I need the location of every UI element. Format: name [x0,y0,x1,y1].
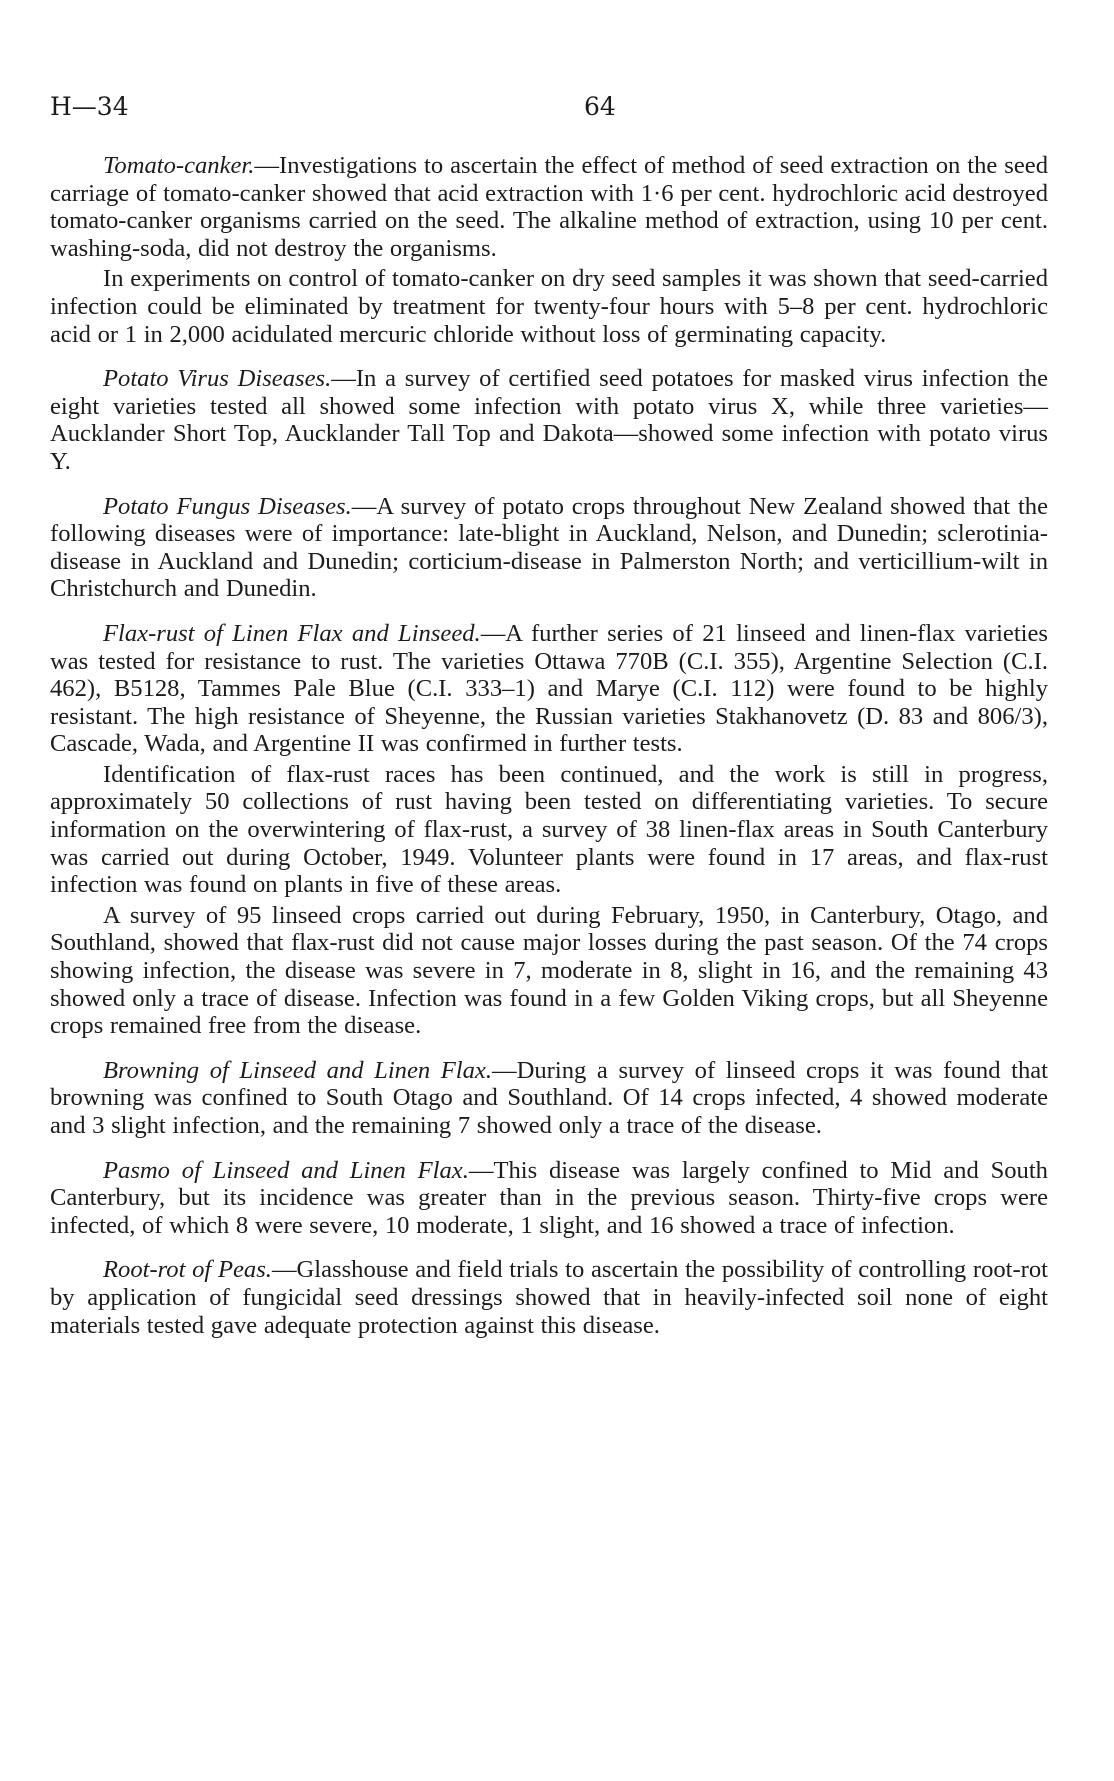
section-heading: Potato Virus Diseases. [103,365,332,393]
section-heading: Flax-rust of Linen Flax and Linseed. [103,619,481,647]
paragraph-text: In experiments on control of tomato-canker on dry seed samples it was shown that seed-carried infection could be eliminated by treatment for twenty-four hours with 5–8 per cent. hydrochloric acid or 1 in 2,000 acidulated mercuric chloride without loss of germinating capacity. [50,265,1048,348]
paragraph-text: —Glasshouse and field trials to ascertain the possibility of controlling root-rot by application of fungicidal seed dressings showed that in heavily-infected soil none of eight materials tested gave adequate protection against this disease. [50,1256,1049,1339]
section-heading: Browning of Linseed and Linen Flax. [103,1056,493,1084]
paragraph-text: —During a survey of linseed crops it was found that browning was confined to South Otago and Southland. Of 14 crops infected, 4 showed moderate and 3 slight infection, and the remaining 7 showed only a trace of the disease. [50,1056,1048,1139]
paragraph-browning [50,1057,1048,1140]
section-heading: Potato Fungus Diseases. [103,492,352,520]
paragraph-text: —A further series of 21 linseed and linen-flax varieties was tested for resistance to rust. The varieties Ottawa 770B (C.I. 355), Argentine Selection (C.I. 462), B5128, Tammes Pale Blue (C.I. 333–1) and Marye (C.I. 112) were found to be highly resistant. The high resistance of Sheyenne, the Russian varieties Stakhanovetz (D. 83 and 806/3), Cascade, Wada, and Argentine II was confirmed in further tests. [50,619,1048,758]
paragraph-potato-virus [50,365,1048,475]
paragraph-text: —Investigations to ascertain the effect of method of seed extraction on the seed carriage of tomato-canker showed that acid extraction with 1·6 per cent. hydrochloric acid destroyed tomato-canker organisms carried on the seed. The alkaline method of extraction, using 10 per cent. washing-soda, did not destroy the organisms. [50,152,1048,262]
section-heading: Pasmo of Linseed and Linen Flax. [103,1156,469,1184]
paragraph-pasmo [50,1157,1048,1240]
paragraph-text: Identification of flax-rust races has been continued, and the work is still in progress, approximately 50 collections of rust having been tested on differentiating varieties. To secure information on the overwintering of flax-rust, a survey of 38 linen-flax areas in South Canterbury was carried out during October, 1949. Volunteer plants were found in 17 areas, and flax-rust infection was found on plants in five of these areas. [50,760,1048,899]
page-header [50,92,1030,128]
paragraph-text: —This disease was largely confined to Mid and South Canterbury, but its incidence was greater than in the previous season. Thirty-five crops were infected, of which 8 were severe, 10 moderate, 1 slight, and 16 showed a trace of infection. [50,1156,1048,1239]
paragraph-text: —In a survey of certified seed potatoes for masked virus infection the eight varieties tested all showed some infection with potato virus X, while three varieties—Aucklander Short Top, Aucklander Tall Top and Dakota—showed some infection with potato virus Y. [50,365,1048,475]
section-heading: Tomato-canker. [103,152,255,179]
section-heading: Root-rot of Peas. [103,1256,272,1284]
paragraph-flax-rust [50,620,1048,758]
paragraph-potato-fungus [50,493,1048,603]
paragraph-root-rot [50,1256,1048,1339]
document-body [50,152,1048,1339]
paragraph-linseed-survey [50,902,1048,1040]
paragraph-tomato-canker-control [50,265,1048,348]
paragraph-flax-rust-races [50,761,1048,899]
paragraph-text: —A survey of potato crops throughout New Zealand showed that the following diseases were of importance: late-blight in Auckland, Nelson, and Dunedin; sclerotinia-disease in Auckland and Dunedin; corticium-disease in Palmerston North; and verticillium-wilt in Christchurch and Dunedin. [50,492,1048,603]
page-number: 64 [584,92,616,121]
document-reference: H—34 [50,92,129,121]
paragraph-tomato-canker [50,152,1048,262]
paragraph-text: A survey of 95 linseed crops carried out during February, 1950, in Canterbury, Otago, and Southland, showed that flax-rust did not cause major losses during the past season. Of the 74 crops showing infection, the disease was severe in 7, moderate in 8, slight in 16, and the remaining 43 showed only a trace of disease. Infection was found in a few Golden Viking crops, but all Sheyenne crops remained free from the disease. [50,901,1048,1040]
